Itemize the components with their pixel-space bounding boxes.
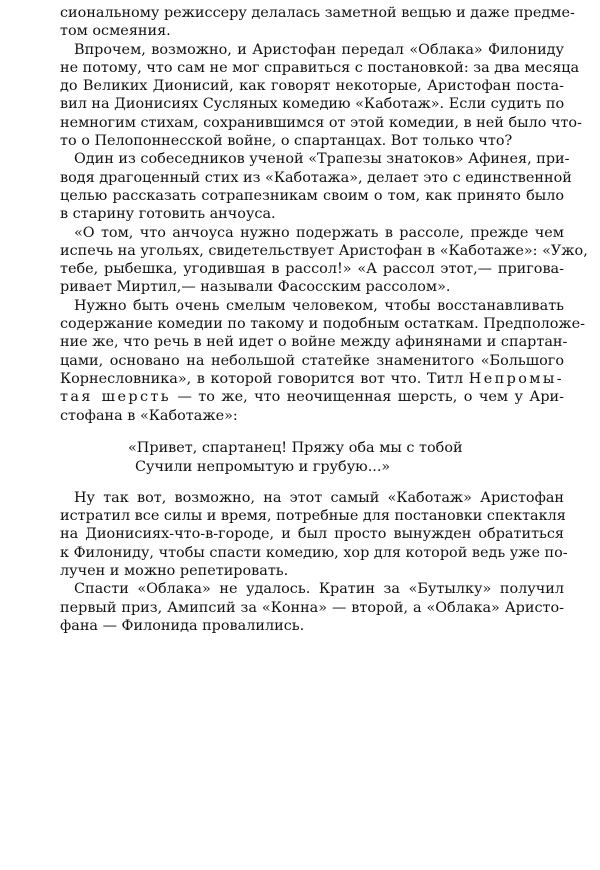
paragraph-7 bbox=[60, 580, 564, 635]
spaced-term: тая шерсть bbox=[60, 389, 172, 406]
paragraph-5 bbox=[60, 297, 586, 425]
text-line: том осмеяния. bbox=[60, 23, 171, 40]
spaced-term: Непромы- bbox=[468, 370, 564, 387]
text-line: Нужно быть очень смелым человеком, чтобы восстанавливать bbox=[74, 297, 564, 314]
text-line: Ну так вот, возможно, на этот самый «Каботаж» Аристофан bbox=[74, 489, 564, 506]
text-line: на Дионисиях-что-в-городе, и был просто вынужден обратиться bbox=[60, 526, 564, 543]
text-line: ривает Миртил,— называли Фасосским рассолом». bbox=[60, 279, 451, 296]
text-line: водя драгоценный стих из «Каботажа», делает это с единственной bbox=[60, 169, 572, 186]
text-line: ние же, что речь в ней идет о войне между афинянами и спартан- bbox=[60, 334, 568, 351]
text-line: первый приз, Амипсий за «Конна» — второй, а «Облака» Аристо- bbox=[60, 599, 564, 616]
text-fragment: Корнесловника», в которой говорится вот что. Титл bbox=[60, 370, 464, 387]
paragraph-1 bbox=[60, 4, 575, 41]
text-line: стофана в «Каботаже»: bbox=[60, 407, 238, 424]
text-line bbox=[60, 388, 564, 406]
paragraph-4 bbox=[60, 224, 588, 297]
text-line bbox=[60, 370, 564, 388]
text-line: фана — Филонида провалились. bbox=[60, 617, 305, 634]
text-line: к Филониду, чтобы спасти комедию, хор для которой ведь уже по- bbox=[60, 544, 568, 561]
paragraph-3 bbox=[60, 150, 572, 223]
text-line: Один из собеседников ученой «Трапезы знатоков» Афинея, при- bbox=[74, 151, 570, 168]
verse-line: «Привет, спартанец! Пряжу оба мы с тобой bbox=[128, 439, 463, 456]
text-fragment: — то же, что неочищенная шерсть, о чем у Ари- bbox=[171, 389, 564, 406]
verse-line: Сучили непромытую и грубую...» bbox=[135, 458, 391, 475]
text-line: в старину готовить анчоуса. bbox=[60, 206, 276, 223]
text-line: Впрочем, возможно, и Аристофан передал «Облака» Филониду bbox=[74, 41, 564, 58]
text-line: «О том, что анчоуса нужно подержать в рассоле, прежде чем bbox=[74, 224, 564, 241]
text-line: до Великих Дионисий, как говорят некоторые, Аристофан поста- bbox=[60, 78, 564, 95]
text-line: целью рассказать сотрапезникам своим о том, как принято было bbox=[60, 187, 564, 204]
text-line: сиональному режиссеру делалась заметной вещью и даже предме- bbox=[60, 5, 575, 21]
verse-quote bbox=[60, 439, 564, 477]
text-line: испечь на угольях, свидетельствует Аристофан в «Каботаже»: «Ужо, bbox=[60, 242, 588, 259]
text-line: то о Пелопоннесской войне, о спартанцах. Вот только что? bbox=[60, 133, 513, 150]
book-page bbox=[60, 4, 588, 635]
text-line: истратил все силы и время, потребные для постановки спектакля bbox=[60, 508, 566, 525]
text-line: лучен и можно репетировать. bbox=[60, 563, 289, 580]
text-line: немногим стихам, сохранившимся от этой комедии, в ней было что- bbox=[60, 114, 582, 131]
paragraph-6 bbox=[60, 489, 568, 580]
text-line: Спасти «Облака» не удалось. Кратин за «Бутылку» получил bbox=[74, 581, 564, 598]
text-line: тебе, рыбешка, угодившая в рассол!» «А рассол этот,— пригова- bbox=[60, 261, 564, 278]
text-line: не потому, что сам не мог справиться с постановкой: за два месяца bbox=[60, 59, 580, 76]
paragraph-2 bbox=[60, 41, 582, 151]
text-line: цами, основано на небольшой статейке знаменитого «Большого bbox=[60, 352, 564, 369]
text-line: вил на Дионисиях Сусляных комедию «Каботаж». Если судить по bbox=[60, 96, 565, 113]
text-line: содержание комедии по такому и подобным остаткам. Предположе- bbox=[60, 316, 586, 333]
